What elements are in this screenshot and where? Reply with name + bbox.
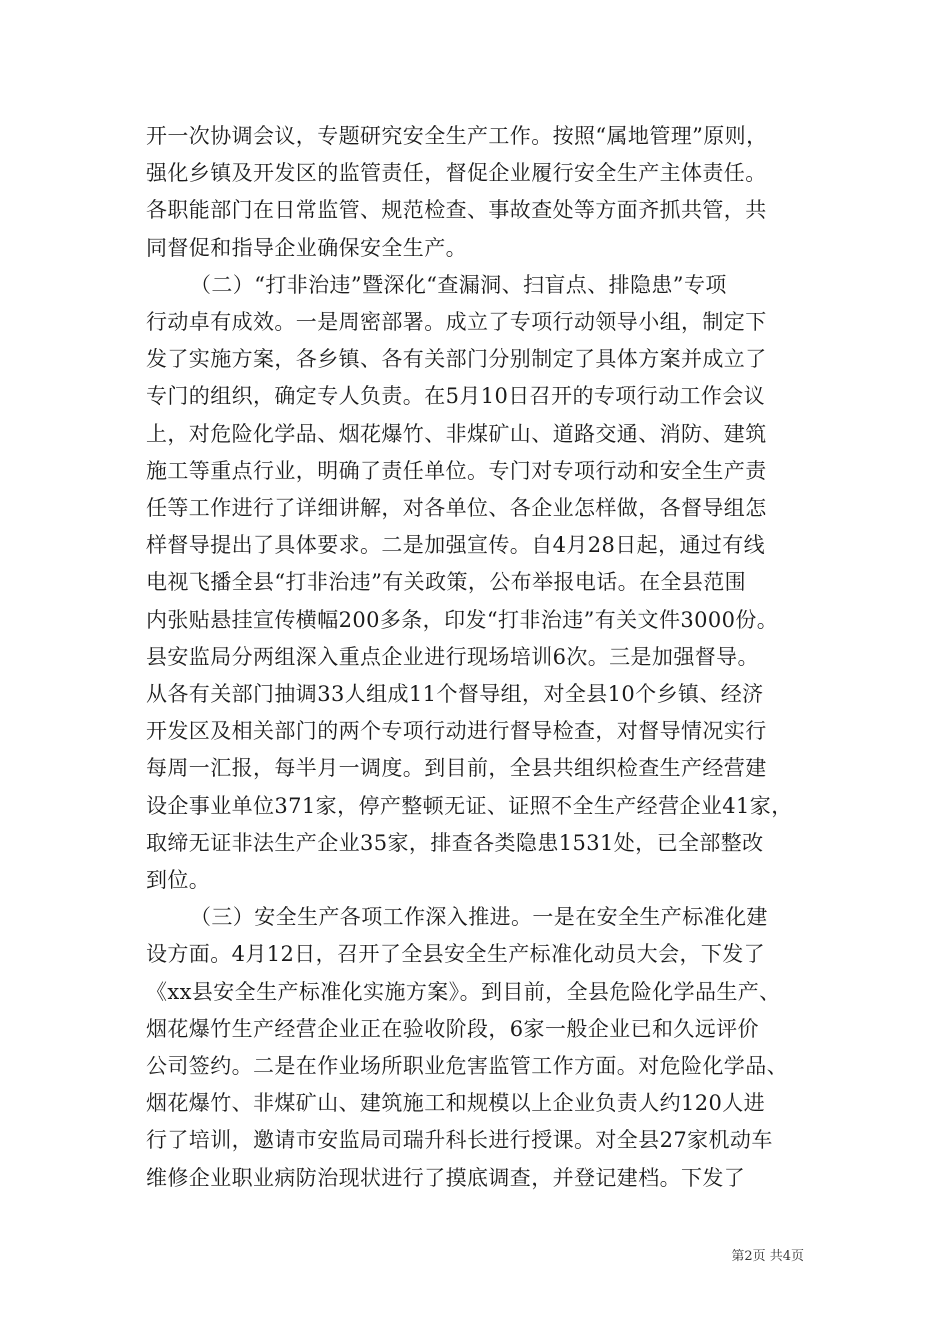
text-line: 烟花爆竹生产经营企业正在验收阶段，6家一般企业已和久远评价 [146, 1016, 759, 1041]
text-line: 上，对危险化学品、烟花爆竹、非煤矿山、道路交通、消防、建筑 [146, 421, 767, 446]
text-line: 任等工作进行了详细讲解，对各单位、各企业怎样做，各督导组怎 [146, 496, 767, 521]
text-line: 行了培训，邀请市安监局司瑞升科长进行授课。对全县27家机动车 [146, 1128, 773, 1153]
text-line: 发了实施方案，各乡镇、各有关部门分别制定了具体方案并成立了 [146, 347, 767, 372]
text-line: 强化乡镇及开发区的监管责任，督促企业履行安全生产主体责任。 [146, 161, 767, 186]
text-line: 专门的组织，确定专人负责。在5月10日召开的专项行动工作会议 [146, 384, 766, 409]
page-number: 第2页 共4页 [731, 1249, 804, 1264]
text-line: 维修企业职业病防治现状进行了摸底调查，并登记建档。下发了 [146, 1165, 746, 1190]
paragraph-3 [146, 899, 822, 1197]
paragraph-1 [146, 118, 822, 267]
text-line: 样督导提出了具体要求。二是加强宣传。自4月28日起，通过有线 [146, 533, 766, 558]
document-body [146, 118, 822, 1197]
text-line: 每周一汇报，每半月一调度。到目前，全县共组织检查生产经营建 [146, 756, 767, 781]
text-line: 开一次协调会议，专题研究安全生产工作。按照“属地管理”原则， [146, 124, 768, 148]
text-line: 烟花爆竹、非煤矿山、建筑施工和规模以上企业负责人约120人进 [146, 1091, 766, 1116]
paragraph-2 [146, 267, 822, 899]
text-line: 设方面。4月12日，召开了全县安全生产标准化动员大会，下发了 [146, 942, 766, 967]
text-line: 各职能部门在日常监管、规范检查、事故查处等方面齐抓共管，共 [146, 198, 767, 223]
text-line: 内张贴悬挂宣传横幅200多条，印发“打非治违”有关文件3000份。 [146, 607, 779, 632]
text-line: 县安监局分两组深入重点企业进行现场培训6次。三是加强督导。 [146, 644, 759, 669]
text-line: 公司签约。二是在作业场所职业危害监管工作方面。对危险化学品、 [146, 1054, 788, 1079]
text-line: 《xx县安全生产标准化实施方案》。到目前，全县危险化学品生产、 [146, 979, 781, 1004]
text-line: 到位。 [146, 868, 211, 893]
text-line: 设企事业单位371家，停产整顿无证、证照不全生产经营企业41家， [146, 793, 793, 818]
text-line: 同督促和指导企业确保安全生产。 [146, 235, 467, 260]
text-line: 行动卓有成效。一是周密部署。成立了专项行动领导小组，制定下 [146, 310, 767, 335]
text-line: 开发区及相关部门的两个专项行动进行督导检查，对督导情况实行 [146, 719, 767, 744]
text-line: （二）“打非治违”暨深化“查漏洞、扫盲点、排隐患”专项 [190, 272, 727, 297]
text-line: 从各有关部门抽调33人组成11个督导组，对全县10个乡镇、经济 [146, 682, 764, 707]
text-line: 电视飞播全县“打非治违”有关政策，公布举报电话。在全县范围 [146, 570, 747, 595]
text-line: （三）安全生产各项工作深入推进。一是在安全生产标准化建 [190, 905, 768, 930]
text-line: 施工等重点行业，明确了责任单位。专门对专项行动和安全生产责 [146, 458, 767, 483]
text-line: 取缔无证非法生产企业35家，排查各类隐患1531处，已全部整改 [146, 830, 764, 855]
